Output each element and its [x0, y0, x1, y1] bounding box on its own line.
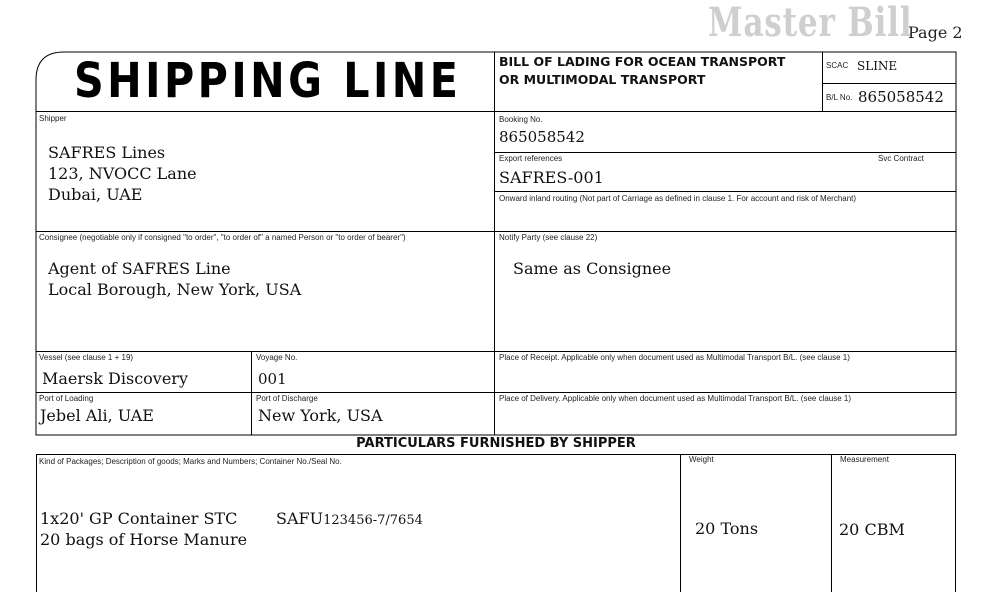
vessel-label: Vessel (see clause 1 + 19): [39, 353, 134, 362]
rule-scac-bottom: [822, 83, 956, 84]
scac-value: SLINE: [857, 59, 898, 73]
goods-description-label: Kind of Packages; Description of goods; Marks and Numbers; Container No./Seal No.: [39, 457, 342, 466]
port-of-discharge-label: Port of Discharge: [256, 394, 318, 403]
bl-number-value: 865058542: [858, 88, 944, 106]
rule-scac-divider: [822, 52, 823, 111]
goods-description: 1x20' GP Container STC 20 bags of Horse Manure: [40, 509, 248, 549]
rule-weight-divider: [680, 454, 681, 592]
place-of-receipt-label: Place of Receipt. Applicable only when document used as Multimodal Transport B/L. (see clause 1): [499, 353, 850, 362]
rule-export-bottom: [494, 191, 956, 192]
company-name: SHIPPING LINE: [74, 53, 462, 109]
export-references-label: Export references: [499, 154, 563, 163]
booking-value: 865058542: [499, 128, 585, 146]
master-bill-watermark: Master Bill: [708, 0, 913, 46]
consignee-address: Agent of SAFRES Line Local Borough, New York, USA: [48, 259, 302, 299]
weight-label: Weight: [689, 455, 714, 464]
notify-party-label: Notify Party (see clause 22): [499, 233, 598, 242]
rule-shipper-bottom: [36, 231, 956, 232]
scac-label: SCAC: [826, 61, 849, 70]
shipper-label: Shipper: [39, 114, 67, 123]
rule-header-bottom: [36, 111, 956, 112]
measurement-value: 20 CBM: [839, 520, 905, 539]
voyage-label: Voyage No.: [256, 353, 298, 362]
container-seal-number: SAFU123456-7/7654: [276, 509, 423, 528]
notify-party-value: Same as Consignee: [513, 259, 672, 278]
port-of-loading-value: Jebel Ali, UAE: [40, 406, 154, 425]
rule-center-divider: [494, 52, 495, 435]
place-of-delivery-label: Place of Delivery. Applicable only when document used as Multimodal Transport B/L. (see clause 1): [499, 394, 852, 403]
export-references-value: SAFRES-001: [499, 168, 604, 187]
bill-of-lading-title: BILL OF LADING FOR OCEAN TRANSPORT OR MULTIMODAL TRANSPORT: [499, 54, 786, 87]
particulars-heading: PARTICULARS FURNISHED BY SHIPPER: [356, 436, 636, 451]
voyage-value: 001: [258, 370, 287, 388]
vessel-value: Maersk Discovery: [42, 369, 188, 388]
bl-number-label: B/L No.: [826, 93, 853, 102]
port-of-discharge-value: New York, USA: [258, 406, 383, 425]
port-of-loading-label: Port of Loading: [39, 394, 94, 403]
weight-value: 20 Tons: [695, 519, 759, 538]
rule-booking-bottom: [494, 152, 956, 153]
page-number: Page 2: [908, 23, 963, 42]
rule-consignee-bottom: [36, 351, 956, 352]
svc-contract-label: Svc Contract: [878, 154, 924, 163]
consignee-label: Consignee (negotiable only if consigned "to order", "to order of" a named Person or "to order of bearer"): [39, 233, 406, 242]
measurement-label: Measurement: [840, 455, 889, 464]
onward-routing-label: Onward inland routing (Not part of Carriage as defined in clause 1. For account and risk of Merchant): [499, 194, 857, 203]
shipper-address: SAFRES Lines 123, NVOCC Lane Dubai, UAE: [48, 143, 197, 204]
rule-vessel-bottom: [36, 392, 956, 393]
booking-label: Booking No.: [499, 115, 543, 124]
rule-voyage-divider: [251, 351, 252, 435]
rule-measurement-divider: [831, 454, 832, 592]
